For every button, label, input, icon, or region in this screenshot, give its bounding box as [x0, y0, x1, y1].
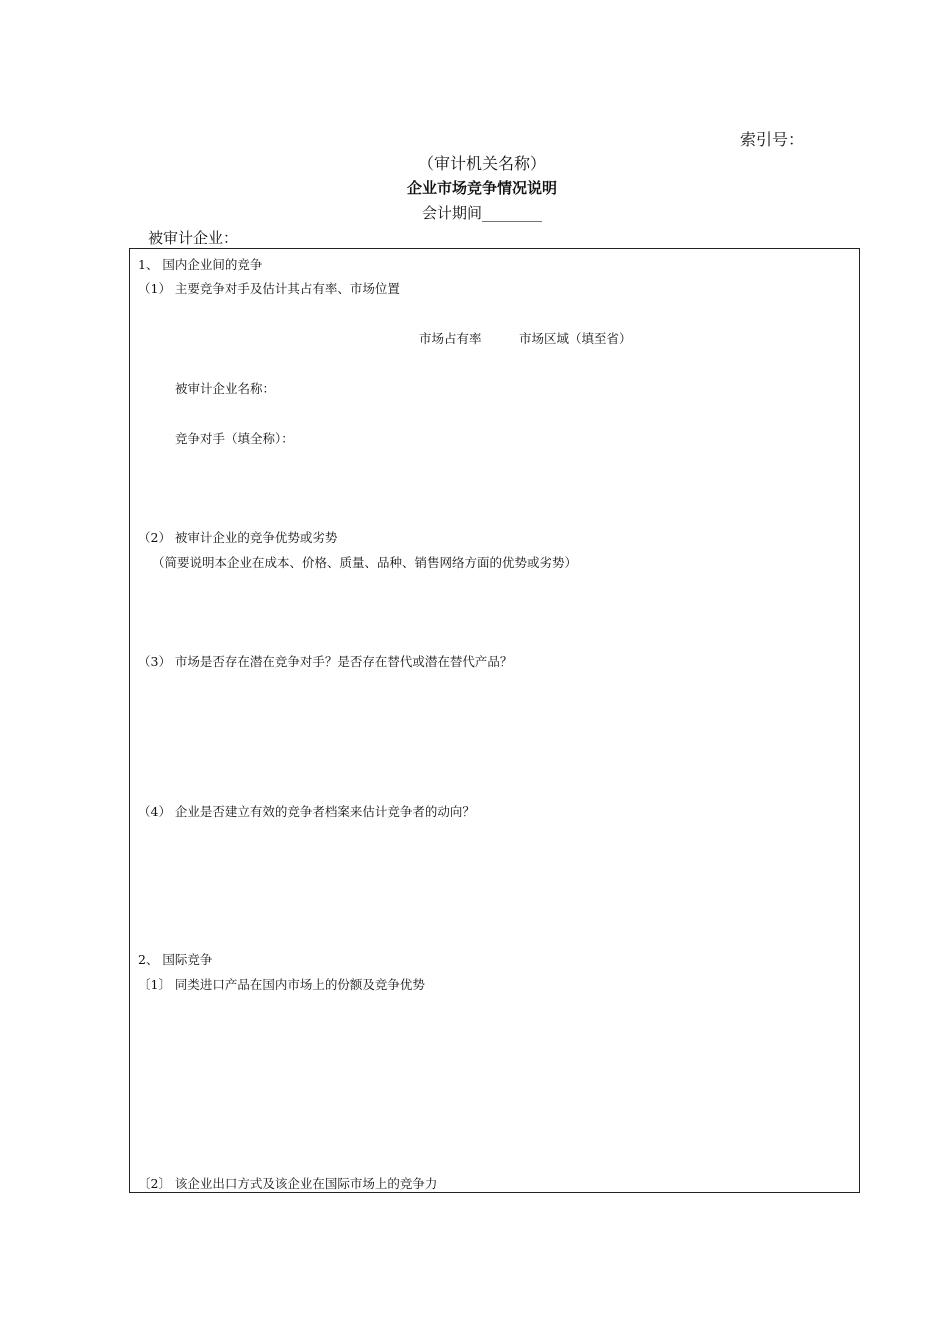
auditee-label: 被审计企业：: [148, 229, 239, 247]
index-number-label: 索引号：: [740, 130, 805, 149]
competitor-label: 竞争对手（填全称）：: [175, 431, 294, 446]
section1-q3-label: （3） 市场是否存在潜在竞争对手？是否存在替代或潜在替代产品？: [138, 654, 513, 669]
section2-q1-label: 〔1〕 同类进口产品在国内市场上的份额及竞争优势: [138, 977, 425, 992]
competition-form: [129, 248, 860, 1193]
document-title: 企业市场竞争情况说明: [406, 179, 557, 197]
section1-q1-label: （1） 主要竞争对手及估计其占有率、市场位置: [138, 281, 400, 296]
section1-q2-label: （2） 被审计企业的竞争优势或劣势: [138, 530, 338, 545]
market-share-column-label: 市场占有率: [419, 331, 482, 346]
accounting-period: 会计期间________: [421, 204, 542, 222]
section2-q2-label: 〔2〕 该企业出口方式及该企业在国际市场上的竞争力: [138, 1176, 438, 1191]
audit-organ-name: （审计机关名称）: [417, 154, 546, 173]
section1-q2-hint: （简要说明本企业在成本、价格、质量、品种、销售网络方面的优势或劣势）: [152, 555, 578, 570]
section2-heading: 2、 国际竞争: [138, 952, 213, 967]
market-region-column-label: 市场区域（填至省）: [519, 331, 632, 346]
section1-q4-label: （4） 企业是否建立有效的竞争者档案来估计竞争者的动向？: [138, 804, 475, 819]
section1-heading: 1、 国内企业间的竞争: [138, 257, 263, 272]
auditee-name-label: 被审计企业名称：: [175, 381, 276, 396]
